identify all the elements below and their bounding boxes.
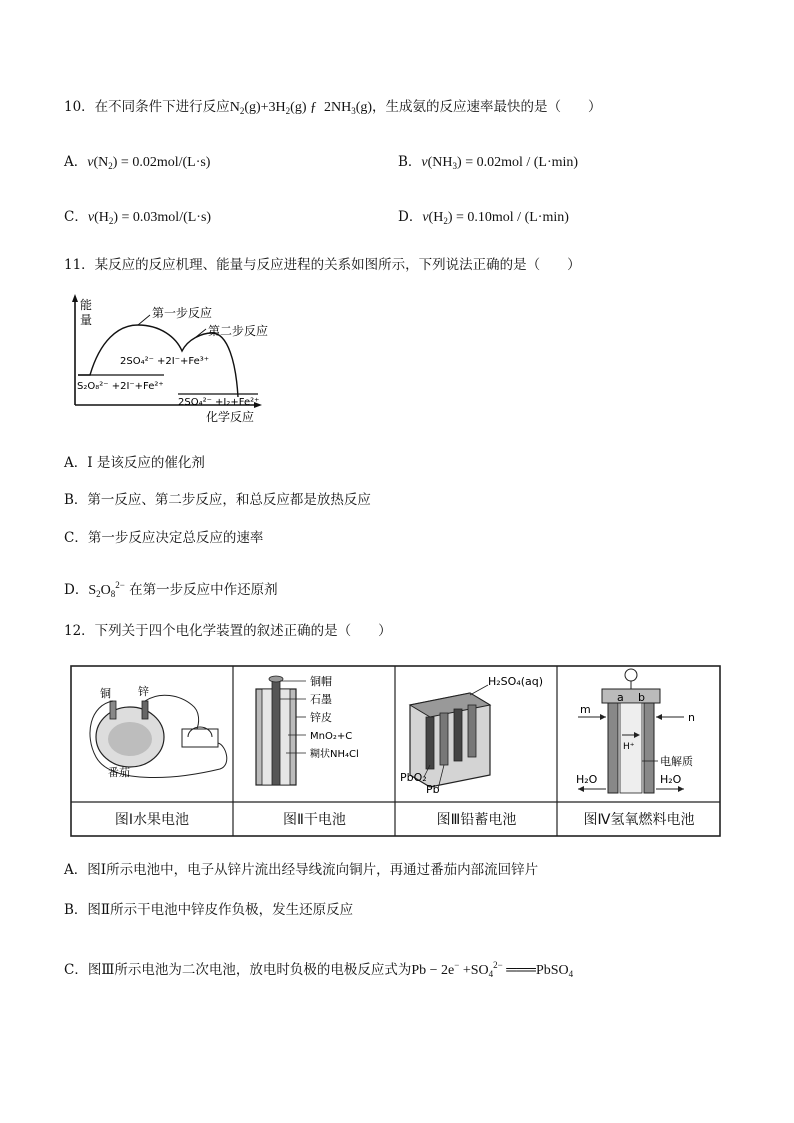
step2-pointer <box>196 329 206 337</box>
arrow-head <box>600 714 606 720</box>
y-axis-label-1: 能 <box>80 298 93 312</box>
galvanometer <box>182 729 218 747</box>
copper-label: 铜 <box>100 687 111 700</box>
electrode-b <box>644 703 654 793</box>
caption-figure-1: 图Ⅰ水果电池 <box>114 812 190 828</box>
q10-equation: $N_2(g)+3H_2(g)$ ƒ $2NH_3(g)$ <box>229 100 373 116</box>
q10-option-c-value: = 0.03mol/(L·s) <box>121 210 212 225</box>
q10-option-c[interactable] <box>64 208 211 230</box>
step1-label: 第一步反应 <box>152 306 213 320</box>
q11-option-a[interactable]: A．I 是该反应的催化剂 <box>64 455 205 471</box>
q10-option-b[interactable] <box>398 153 578 175</box>
zinc-label: 锌 <box>138 685 149 698</box>
option-label: B． <box>398 154 422 170</box>
q11-option-d-text: 在第一步反应中作还原剂 <box>129 582 278 598</box>
copper-electrode <box>110 701 116 719</box>
plate <box>426 717 434 769</box>
bulb-icon <box>625 669 637 681</box>
electrode-equation: $Pb - 2e^- +SO_4^{2-}$ ═══PbSO$_4$ <box>411 960 574 979</box>
q10-option-a-rate: $v(N_2)$ <box>87 155 121 171</box>
nh4cl-label: 糊状NH₄Cl <box>310 749 359 760</box>
q10-option-b-value: = 0.02mol / (L·min) <box>465 155 579 170</box>
step2-label: 第二步反应 <box>208 324 269 338</box>
caption-figure-2: 图Ⅱ干电池 <box>283 812 346 828</box>
option-label: C． <box>64 209 88 225</box>
mno2-label: MnO₂+C <box>310 731 353 742</box>
q10-stem-prefix: 10．在不同条件下进行反应 <box>64 99 230 115</box>
pb-label: Pb <box>426 783 440 796</box>
q10-option-d[interactable] <box>398 208 569 230</box>
arrow-head <box>656 714 662 720</box>
inlet-m-label: m <box>580 703 591 716</box>
copper-cap-label: 铜帽 <box>310 675 332 688</box>
graphite-label: 石墨 <box>310 693 332 706</box>
caption-figure-4: 图Ⅳ氢氧燃料电池 <box>583 812 695 828</box>
q10-option-b-rate: $v(NH_3)$ <box>421 155 466 171</box>
q10-option-a[interactable] <box>64 153 210 175</box>
q11-option-c[interactable]: C．第一步反应决定总反应的速率 <box>64 530 264 546</box>
inlet-n-label: n <box>688 711 695 724</box>
q12-option-c[interactable] <box>64 956 573 983</box>
q12-option-c-text: C．图Ⅲ所示电池为二次电池，放电时负极的电极反应式为 <box>64 962 412 978</box>
electrode-b-label: b <box>638 691 645 704</box>
water-left-label: H₂O <box>576 773 598 786</box>
q10-option-d-value: = 0.10mol / (L·min) <box>456 210 569 225</box>
q12-option-b[interactable]: B．图Ⅱ所示干电池中锌皮作负极，发生还原反应 <box>64 902 354 918</box>
plate <box>454 709 462 761</box>
pbo2-label: PbO₂ <box>400 771 427 784</box>
graphite-rod <box>272 679 280 785</box>
fruit-battery-illustration <box>90 684 227 779</box>
arrow-head <box>678 786 684 792</box>
tomato-label: 番茄 <box>108 766 130 779</box>
electrolyte-label: 电解质 <box>660 755 693 768</box>
q11-stem: 11．某反应的反应机理、能量与反应进程的关系如图所示，下列说法正确的是（ ） <box>64 257 581 273</box>
pointer-line <box>470 685 488 695</box>
electrode-a <box>608 703 618 793</box>
q11-option-d[interactable] <box>64 576 278 603</box>
external-circuit-bar <box>602 689 660 703</box>
arrow-head <box>578 786 584 792</box>
persulfate-formula: $S_2O_8^{2-}$ <box>88 580 125 599</box>
tomato-shading <box>108 722 152 756</box>
intermediate-species: 2SO₄²⁻ +2I⁻+Fe³⁺ <box>120 356 210 367</box>
q10-option-c-rate: $v(H_2)$ <box>87 210 122 226</box>
q11-option-b[interactable]: B．第一反应、第二步反应，和总反应都是放热反应 <box>64 492 371 508</box>
zinc-electrode <box>142 701 148 719</box>
dry-cell-illustration <box>256 674 359 785</box>
plate <box>468 705 476 757</box>
zinc-casing-label: 锌皮 <box>310 711 332 724</box>
water-right-label: H₂O <box>660 773 682 786</box>
caption-figure-3: 图Ⅲ铅蓄电池 <box>436 812 517 828</box>
energy-profile-diagram <box>68 293 278 428</box>
electrode-a-label: a <box>617 691 624 704</box>
lead-acid-battery-illustration <box>400 675 543 796</box>
proton-label: H⁺ <box>623 742 635 752</box>
option-label: D． <box>64 582 89 598</box>
plate <box>440 713 448 765</box>
q10-option-a-value: = 0.02mol/(L·s) <box>120 155 211 170</box>
option-label: A． <box>64 154 88 170</box>
option-label: D． <box>398 209 423 225</box>
acid-label: H₂SO₄(aq) <box>488 675 544 688</box>
q12-stem: 12．下列关于四个电化学装置的叙述正确的是（ ） <box>64 623 392 639</box>
q12-option-a[interactable]: A．图Ⅰ所示电池中，电子从锌片流出经导线流向铜片，再通过番茄内部流回锌片 <box>64 862 539 878</box>
x-axis-label: 化学反应 <box>206 410 255 424</box>
q10-stem-suffix: ，生成氨的反应速率最快的是（ ） <box>372 99 602 115</box>
q10-option-d-rate: $v(H_2)$ <box>422 210 456 226</box>
fuel-cell-illustration <box>576 669 695 793</box>
y-axis-label-2: 量 <box>80 313 93 327</box>
step1-pointer <box>138 315 150 325</box>
product-species: 2SO₄²⁻ +I₂+Fe²⁺ <box>178 397 260 408</box>
reactant-species: S₂O₈²⁻ +2I⁻+Fe²⁺ <box>77 381 164 392</box>
q10-stem <box>64 98 602 120</box>
y-axis-arrow <box>72 294 78 302</box>
